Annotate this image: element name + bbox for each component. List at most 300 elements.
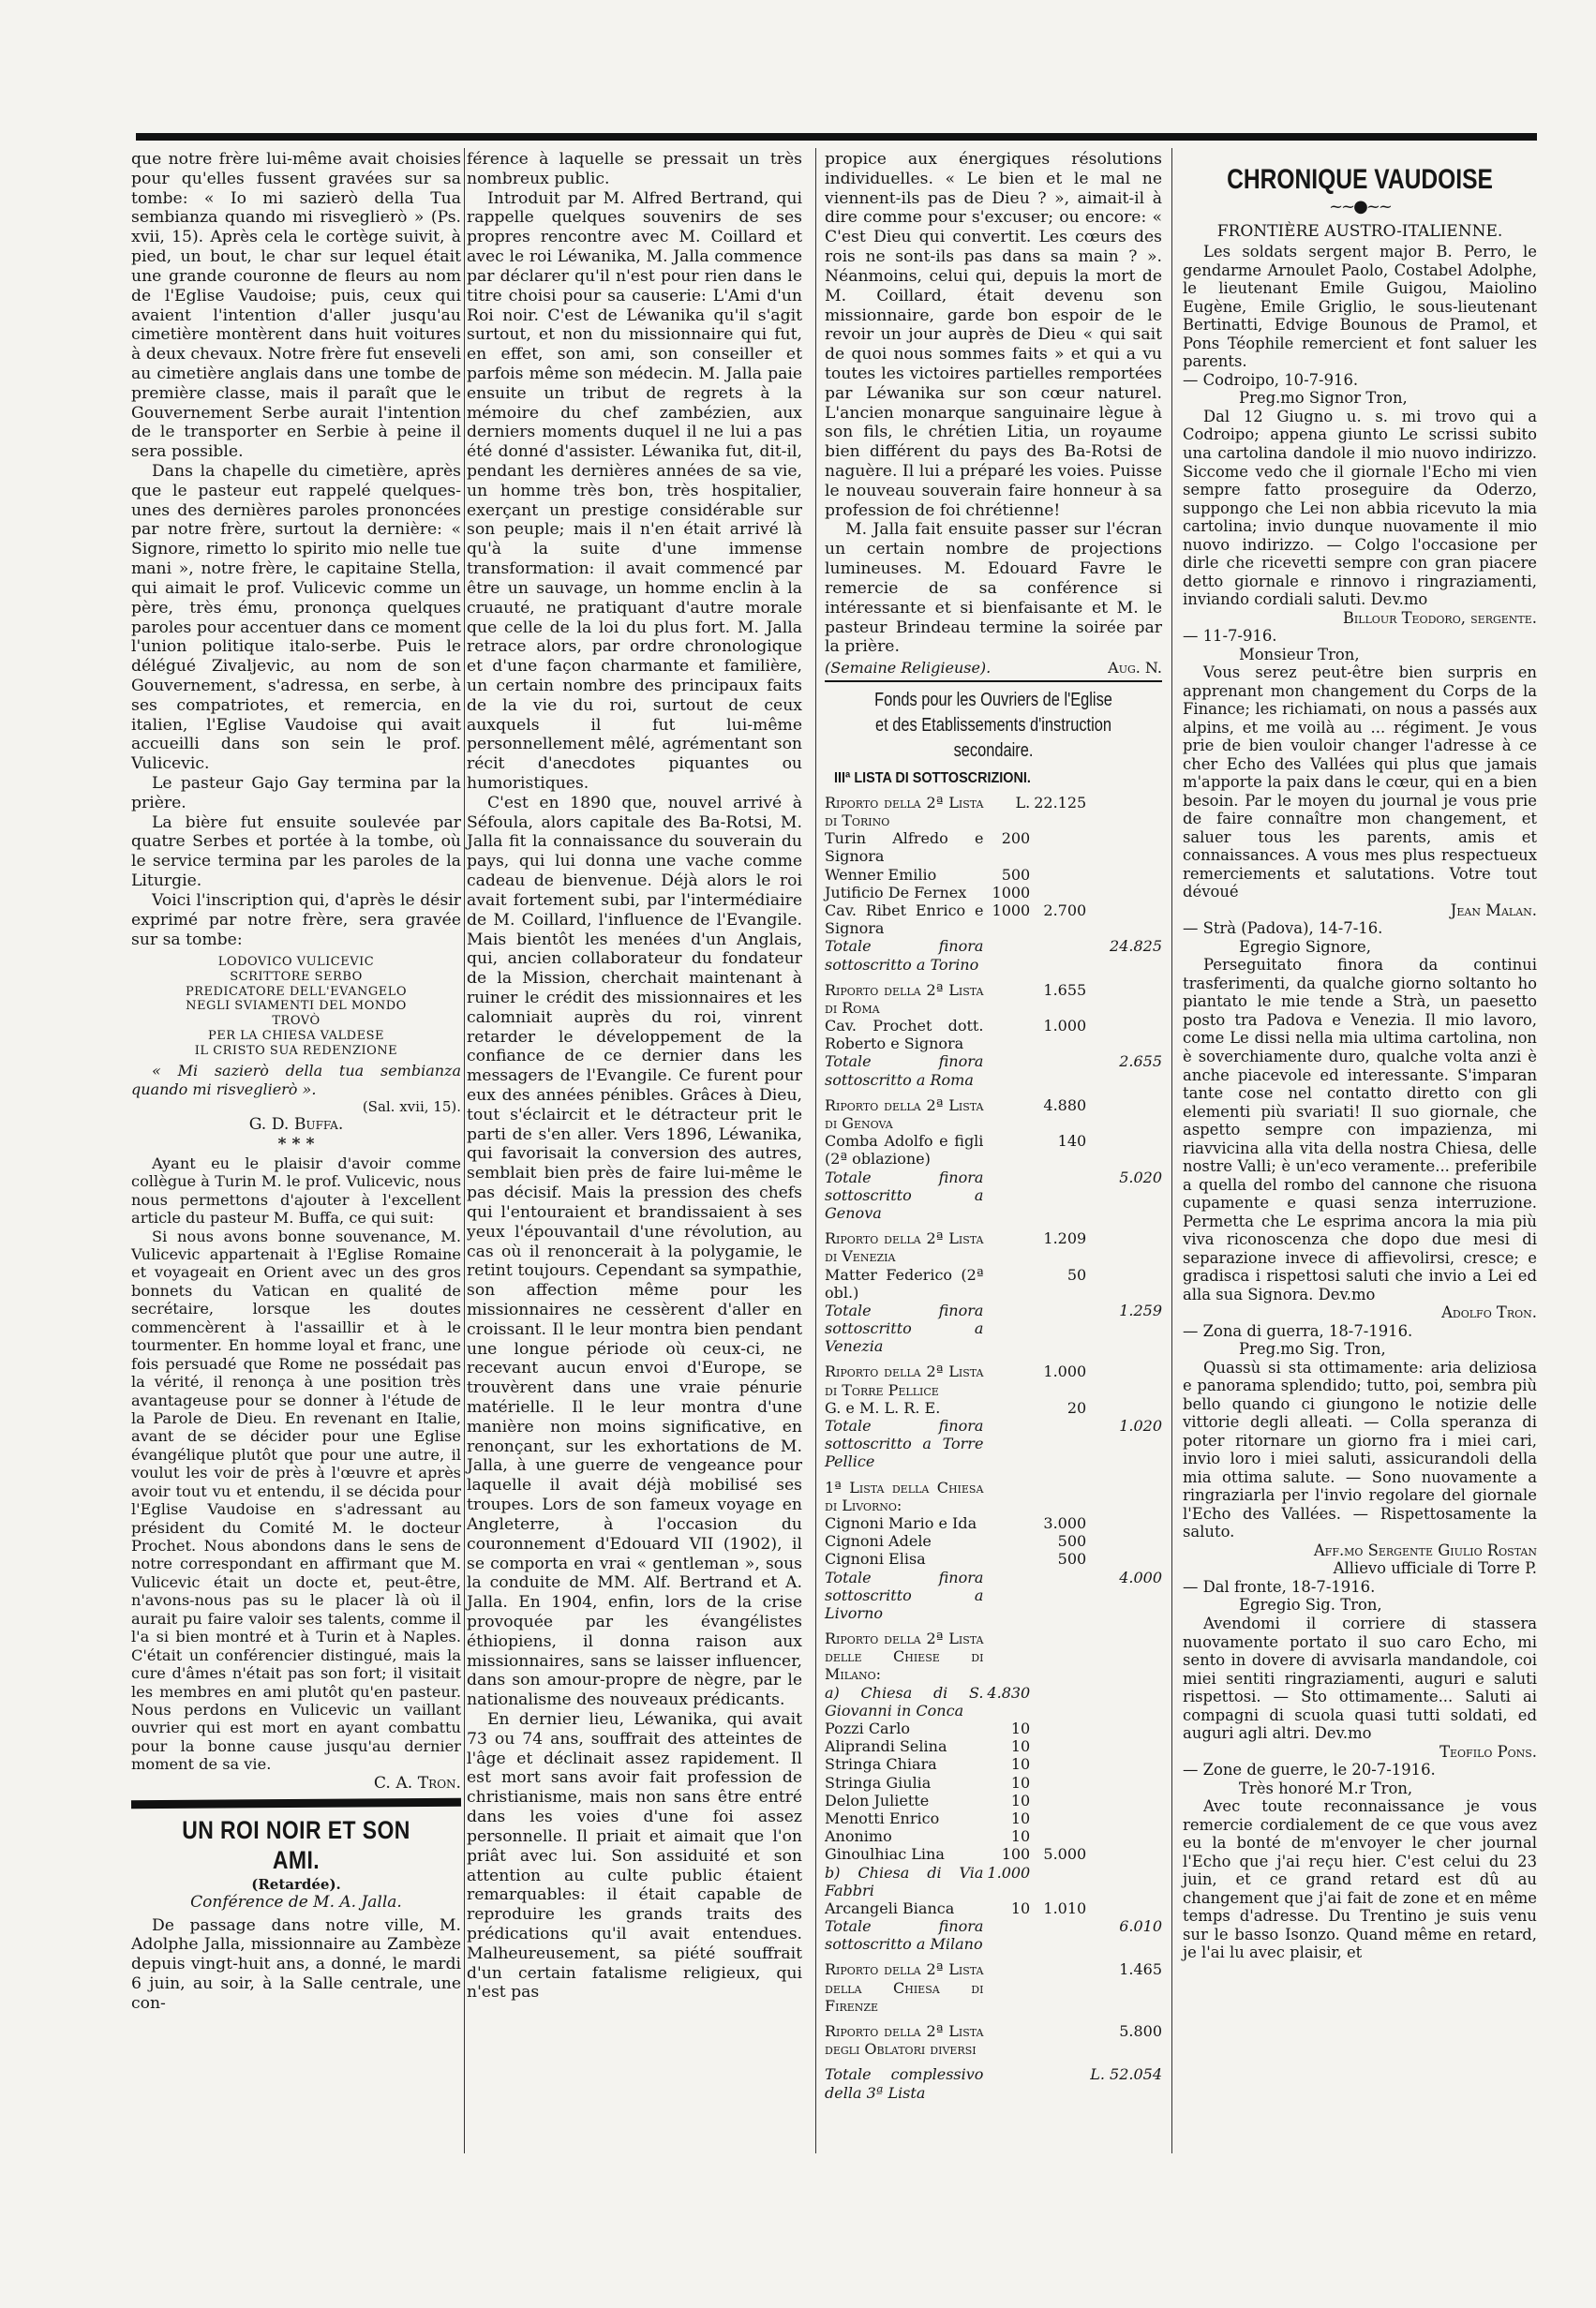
row-amount xyxy=(1086,1017,1162,1052)
row-amount xyxy=(1086,1222,1162,1229)
article-subtitle: (Retardée). xyxy=(251,1875,341,1893)
table-row xyxy=(825,1266,1162,1302)
row-amount xyxy=(1086,1953,1162,1960)
row-amount xyxy=(983,2015,1030,2022)
row-amount xyxy=(983,981,1030,1017)
table-row xyxy=(825,1132,1162,1168)
row-amount: 200 xyxy=(1001,829,1031,848)
row-label: Jutificio De Fernex xyxy=(825,883,967,901)
letter-signature: Teofilo Pons. xyxy=(1439,1742,1537,1761)
column-2 xyxy=(467,150,802,2003)
quote: « Mi sazierò della tua sembianza quando mi risveglierò ». xyxy=(131,1062,461,1098)
signature: C. A. Tron. xyxy=(373,1773,461,1793)
section-divider xyxy=(825,680,1162,682)
letter-signature: Aff.mo Sergente Giulio Rostan xyxy=(1313,1541,1537,1559)
row-amount xyxy=(1086,1362,1162,1398)
table-row xyxy=(825,1827,1162,1845)
letter-salutation: Preg.mo Signor Tron, xyxy=(1239,389,1408,408)
inscription-line: PREDICATORE DELL'EVANGELO xyxy=(185,984,408,999)
row-amount xyxy=(1030,884,1086,901)
letter-place: — Zona di guerra, 18-7-1916. xyxy=(1183,1321,1413,1340)
row-amount: 10 xyxy=(1010,1755,1031,1774)
row-amount xyxy=(983,1362,1030,1398)
row-amount xyxy=(1030,1720,1086,1737)
row-amount xyxy=(1030,1953,1086,1960)
row-label: Aliprandi Selina xyxy=(825,1737,947,1756)
row-label: Ginoulhiac Lina xyxy=(825,1845,945,1864)
row-amount xyxy=(1086,1266,1162,1302)
row-amount: 10 xyxy=(1010,1899,1031,1917)
row-amount xyxy=(1030,1417,1086,1471)
row-amount: 6.010 xyxy=(1119,1917,1162,1936)
row-amount xyxy=(1086,866,1162,884)
row-amount: 10 xyxy=(1010,1737,1031,1756)
letter-body: Avec toute reconnaissance je vous remercie cordialement de ce que vous avez eu la bonté de m'envoyer le cher journal l'Echo que j'ai reçu hier. C'est celui du 23 juin, et ce grand retard est dû au changement que j'ai fait de zone et en même temps d'adresse. Du Trentino je suis venu sur le basso Isonzo. Quand même en retard, je l'ai lu avec plaisir, et xyxy=(1183,1797,1537,1962)
paragraph: Le pasteur Gajo Gay termina par la prière. xyxy=(131,774,461,812)
row-label xyxy=(825,2058,983,2065)
row-amount xyxy=(1030,1755,1086,1773)
table-row xyxy=(825,1222,1162,1229)
inscription-line: LODOVICO VULICEVIC xyxy=(217,955,375,970)
row-amount xyxy=(1030,2015,1086,2022)
table-row xyxy=(825,1399,1162,1417)
paragraph: La bière fut ensuite soulevée par quatre Serbes et portée à la tombe, où le service termina par les paroles de la Liturgie. xyxy=(131,812,461,891)
letter-salutation: Preg.mo Sig. Tron, xyxy=(1239,1340,1386,1359)
table-row xyxy=(825,1471,1162,1479)
row-label: Matter Federico (2ª obl.) xyxy=(825,1265,984,1302)
row-amount xyxy=(983,1471,1030,1479)
row-amount xyxy=(983,1479,1030,1514)
paragraph: propice aux énergiques résolutions individuelles. « Le bien et le mal ne viennent-ils pas de Dieu ? », aimait-il à dire comme pour s'excuser; ou encore: « C'est Dieu qui convertit. Les cœurs des rois ne sont-ils pas dans sa main ? ». Néanmoins, celui qui, depuis la mort de M. Coillard, était devenu son missionnaire, garde bon espoir de le revoir un jour auprès de Dieu « qui sait de quoi nous sommes faits » et qui a vu toutes les victoires partielles remportées par Léwanika sur son cœur naturel. L'ancien monarque sanguinaire lègue à son fils, le chrétien Litia, un royaume bien différent du pays des Ba-Rotsi de naguère. Il lui a préparé les voies. Puisse le nouveau souverain faire honneur à sa profession de foi chrétienne! xyxy=(825,150,1162,520)
paragraph: C'est en 1890 que, nouvel arrivé à Séfoula, alors capitale des Ba-Rotsi, M. Jalla fit la connaissance du souverain du pays, qui lui donna une vache comme cadeau de bienvenue. Déjà alors le roi avait fortement subi, par l'intermédiaire de M. Coillard, l'influence de l'Evangile. Mais bientôt les menées d'un Anglais, qui, ancien collaborateur du fondateur de la Mission, cherchait maintenant à ruiner le crédit des missionnaires et les calomniait auprès du roi, vinrent retarder le développement de la confiance de ce dernier dans les messagers de l'Evangile. Ce furent pour eux des années pénibles. Grâces à Dieu, tout s'éclaircit et le détracteur prit le parti de s'en aller. Vers 1896, Léwanika, qui favorisait la conversion des autres, semblait bien près de faire lui-même le pas décisif. Mais la pression des chefs qui l'entouraient et brandissaient à ses yeux l'épouvantail d'une révolution, au cas où il renoncerait à la polygamie, le retint toujours. Cependant sa sympathie, son affection même pour les missionnaires ne cessèrent d'aller en croissant. Il le leur montra bien pendant une longue période où ceux-ci, ne recevant aucun envoi d'Europe, se trouvèrent dans une vraie pénurie matérielle. Il le leur montra d'une manière non moins significative, en renonçant, sur les exhortations de M. Jalla, à une guerre de vengeance pour laquelle il avait déjà mobilisé ses troupes. Lors de son fameux voyage en Angleterre, à l'occasion du couronnement d'Edouard VII (1902), il se comporta en vrai « gentleman », sous la conduite de MM. Alf. Bertrand et A. Jalla. En 1904, enfin, lors de la crise provoquée par les évangélistes éthiopiens, il donna raison aux missionnaires, sans se laisser influencer, dans son amour-propre de nègre, par le nationalisme des nouveaux prédicants. xyxy=(467,793,802,1710)
table-row xyxy=(825,1362,1162,1398)
column-1 xyxy=(131,150,461,2014)
row-label: Stringa Chiara xyxy=(825,1755,937,1774)
letter-body: Vous serez peut-être bien surpris en apprenant mon changement du Corps de la Finance; les richiamati, on nous a passés aux alpins, et me voilà au ... régiment. Je vous prie de bien vouloir changer l'adresse à ce cher Echo des Vallées qui plus que jamais m'apporte la paix dans le cœur, qui en a bien besoin. Par le moyen du journal je vous prie de faire connaître mon changement, et saluer tous les parents, amis et connaissances. A vous mes plus respectueux remerciements et salutations. Votre tout dévoué xyxy=(1183,663,1537,901)
table-row xyxy=(825,1755,1162,1773)
row-amount xyxy=(1086,1809,1162,1827)
row-amount xyxy=(1086,2015,1162,2022)
row-amount: 10 xyxy=(1010,1827,1031,1846)
subsection-title: FRONTIÈRE AUSTRO-ITALIENNE. xyxy=(1216,222,1503,242)
letter-place: — 11-7-916. xyxy=(1183,627,1277,646)
row-amount xyxy=(1030,866,1086,884)
letter-salutation: Egregio Signore, xyxy=(1239,937,1371,956)
row-amount xyxy=(983,937,1030,973)
row-amount: 500 xyxy=(1057,1550,1087,1569)
row-label: Riporto della 2ª Lista di Roma xyxy=(825,980,984,1017)
table-row xyxy=(825,1229,1162,1265)
table-row xyxy=(825,937,1162,973)
row-amount xyxy=(1030,937,1086,973)
table-row xyxy=(825,1569,1162,1623)
lista-title: IIIª LISTA DI SOTTOSCRIZIONI. xyxy=(834,770,1031,787)
row-label: Delon Juliette xyxy=(825,1791,930,1809)
table-row xyxy=(825,1774,1162,1792)
row-amount xyxy=(1086,829,1162,865)
row-amount xyxy=(1030,829,1086,865)
table-row xyxy=(825,1355,1162,1362)
row-amount: 1000 xyxy=(992,901,1031,919)
row-label: G. e M. L. R. E. xyxy=(825,1398,941,1417)
row-amount xyxy=(983,1399,1030,1417)
row-amount xyxy=(983,1132,1030,1168)
row-amount xyxy=(1030,974,1086,981)
row-amount xyxy=(983,2065,1030,2101)
row-amount: 3.000 xyxy=(1043,1513,1087,1532)
fonds-title-line: et des Etablissements d'instruction secondaire. xyxy=(875,715,1111,762)
row-amount xyxy=(1030,1089,1086,1096)
table-row xyxy=(825,1417,1162,1471)
row-amount xyxy=(1086,1355,1162,1362)
row-amount: 10 xyxy=(1010,1791,1031,1809)
row-amount xyxy=(1030,1622,1086,1630)
row-label: Totale finora sottoscritto a Genova xyxy=(825,1168,984,1222)
row-amount: 4.830 xyxy=(987,1683,1031,1702)
row-label: a) Chiesa di S. Giovanni in Conca xyxy=(825,1683,984,1720)
row-amount: 4.000 xyxy=(1119,1568,1162,1586)
row-amount: 1.010 xyxy=(1043,1899,1087,1917)
row-label xyxy=(825,1355,983,1362)
row-amount xyxy=(983,1302,1030,1356)
table-row xyxy=(825,1514,1162,1532)
row-amount: 50 xyxy=(1066,1265,1087,1284)
row-label: Cav. Ribet Enrico e Signora xyxy=(825,901,984,938)
row-amount: 22.125 xyxy=(1034,793,1087,812)
article-conference: Conférence de M. A. Jalla. xyxy=(190,1892,402,1912)
row-amount xyxy=(1030,1960,1086,2015)
row-amount xyxy=(983,1355,1030,1362)
row-label: Wenner Emilio xyxy=(825,865,937,884)
row-amount xyxy=(1086,1132,1162,1168)
row-amount xyxy=(983,2022,1030,2058)
article-title: UN ROI NOIR ET SON AMI. xyxy=(182,1815,410,1875)
column-4 xyxy=(1183,150,1537,1962)
row-label: Riporto della 2ª Lista della Chiesa di Firenze xyxy=(825,1960,984,2015)
letter-body: Quassù si sta ottimamente: aria deliziosa e panorama splendido; tutto, poi, sembra più bello quando ci giungono le notizie delle vittorie degli alleati. — Colla speranza di poter ritornare un giorno fra i miei cari, invio loro i miei saluti, assicurandoli della mia ottima salute. — Sono nuovamente a ringraziarla per l'invio regolare del giornale l'Echo des Vallées. — Rispettosamente la saluto. xyxy=(1183,1358,1537,1541)
row-amount xyxy=(1030,1684,1086,1720)
row-amount xyxy=(983,974,1030,981)
table-row xyxy=(825,1089,1162,1096)
row-amount xyxy=(1086,1514,1162,1532)
row-amount xyxy=(983,1550,1030,1568)
top-rule xyxy=(136,133,1537,141)
row-amount xyxy=(1086,1089,1162,1096)
row-label: Totale complessivo della 3ª Lista xyxy=(825,2065,984,2102)
row-label: Riporto della 2ª Lista degli Oblatori diversi xyxy=(825,2022,984,2059)
row-amount xyxy=(983,1960,1030,2015)
row-amount xyxy=(1030,1479,1086,1514)
row-amount: 10 xyxy=(1010,1809,1031,1827)
row-amount xyxy=(983,1417,1030,1471)
inscription xyxy=(131,955,461,1058)
row-amount xyxy=(983,1017,1030,1052)
table-row xyxy=(825,1017,1162,1052)
row-label: Riporto della 2ª Lista delle Chiese di Milano: xyxy=(825,1630,984,1684)
letter-salutation: Monsieur Tron, xyxy=(1239,645,1360,663)
row-amount xyxy=(1086,981,1162,1017)
row-label: Totale finora sottoscritto a Milano xyxy=(825,1917,984,1954)
letter-body: Dal 12 Giugno u. s. mi trovo qui a Codroipo; appena giunto Le scrissi subito una cartolina dandole il mio nuovo indirizzo. Siccome vedo che il giornale l'Echo mi vien sempre fatto proseguire da Oderzo, suppongo che Lei non abbia ricevuto la mia cartolina; invio dunque nuovamente il mio nuovo indirizzo. — Colgo l'occasione per dirle che ricevetti sempre con gran piacere detto giornale e rinnovo i ringraziamenti, inviando cordiali saluti. Dev.mo xyxy=(1183,407,1537,609)
paragraph: Dans la chapelle du cimetière, après que le pasteur eut rappelé quelques-unes des dernières paroles prononcées par notre frère, surtout la dernière: « Signore, rimetto lo spirito mio nelle tue mani », notre frère, le capitaine Stella, qui aimait le prof. Vulicevic comme un père, très ému, prononça quelques paroles pour accentuer dans ce moment l'union politique italo-serbe. Puis le délégué Zivaljevic, au nom de son Gouvernement, s'adressa, en serbe, à ses compatriotes, et remercia, en italien, l'Eglise Vaudoise qui avait accueilli dans son sein le prof. Vulicevic. xyxy=(131,462,461,774)
row-amount: 1.000 xyxy=(1043,1017,1087,1035)
row-amount xyxy=(1086,1899,1162,1917)
row-amount xyxy=(1030,1355,1086,1362)
row-amount xyxy=(983,1169,1030,1223)
table-row xyxy=(825,1953,1162,1960)
row-label: Totale finora sottoscritto a Livorno xyxy=(825,1568,984,1622)
letter-place: — Zone de guerre, le 20-7-1916. xyxy=(1183,1761,1436,1779)
row-label: Cav. Prochet dott. Roberto e Signora xyxy=(825,1017,984,1053)
table-row xyxy=(825,866,1162,884)
row-amount xyxy=(983,2058,1030,2065)
letter-signature: Jean Malan. xyxy=(1450,901,1537,919)
row-amount: 1.000 xyxy=(987,1863,1031,1882)
paragraph: Introduit par M. Alfred Bertrand, qui rappelle quelques souvenirs de ses propres rencontre avec M. Coillard et avec le roi Léwanika, M. Jalla commence par déclarer qu'il n'est pour rien dans le titre choisi pour sa causerie: L'Ami d'un Roi noir. C'est de Léwanika qu'il s'agit surtout, et non du missionnaire qui fut, en effet, son ami, son conseiller et parfois même son médecin. M. Jalla paie ensuite un tribut de regrets à la mémoire du chef zambézien, aux derniers moments duquel il ne lui a pas été donné d'assister. Léwanika fut, dit-il, pendant les dernières années de sa vie, un homme très bon, très hospitalier, exerçant un prestige considérable sur son peuple; mais il n'en était arrivé là qu'à la suite d'une immense transformation: il avait commencé par être un sauvage, un homme enclin à la cruauté, ne pratiquant d'autre morale que celle de la loi du plus fort. M. Jalla retrace alors, par ordre chronologique et d'une façon charmante et familière, un certain nombre des principaux faits de la vie du roi, surtout de ceux auxquels il fut lui-même personnellement mêlé, agrémentant son récit d'anecdotes piquantes ou humoristiques. xyxy=(467,188,802,793)
column-3 xyxy=(825,150,1162,2102)
paragraph: que notre frère lui-même avait choisies pour qu'elles fussent gravées sur sa tombe: « Io mi sazierò della Tua sembianza quando mi risveglierò » (Ps. xvii, 15). Après cela le cortège suivit, à pied, un bout, le char sur lequel était une grande couronne de fleurs au nom de l'Eglise Vaudoise; puis, ceux qui avaient l'intention d'aller jusqu'au cimetière montèrent dans huit voitures à deux chevaux. Notre frère fut enseveli au cimetière anglais dans une tombe de première classe, mais il paraît que le Gouvernement Serbe aurait l'intention de le transporter en Serbie à peine il sera possible. xyxy=(131,150,461,462)
table-row xyxy=(825,884,1162,901)
row-label: Totale finora sottoscritto a Roma xyxy=(825,1052,984,1089)
table-row xyxy=(825,981,1162,1017)
row-amount: 1.655 xyxy=(1043,980,1087,999)
table-row xyxy=(825,901,1162,937)
row-amount: 140 xyxy=(1057,1132,1087,1151)
row-label: Arcangeli Bianca xyxy=(825,1899,955,1917)
paragraph: Les soldats sergent major B. Perro, le gendarme Arnoulet Paolo, Costabel Adolphe, le lieutenant Emile Guigou, Maiolino Eugène, Emile Griglio, le sous-lieutenant Bertinatti, Edvige Bounous de Pramol, et Pons Téophile remercient et font saluer les parents. xyxy=(1183,243,1537,371)
row-amount xyxy=(983,1229,1030,1265)
row-amount xyxy=(1030,1569,1086,1623)
row-amount: 500 xyxy=(1057,1532,1087,1551)
inscription-line: IL CRISTO SUA REDENZIONE xyxy=(194,1043,398,1058)
inscription-line: NEGLI SVIAMENTI DEL MONDO xyxy=(186,999,407,1014)
row-label: Riporto della 2ª Lista di Torino xyxy=(825,793,984,830)
row-amount xyxy=(1030,2022,1086,2058)
table-row xyxy=(825,1684,1162,1720)
column-separator xyxy=(1171,148,1172,2153)
row-amount xyxy=(1086,1684,1162,1720)
row-amount xyxy=(1030,1630,1086,1684)
table-row xyxy=(825,1052,1162,1088)
table-row xyxy=(825,1845,1162,1863)
ornament-icon: ~~●~~ xyxy=(1328,196,1392,216)
row-label: Totale finora sottoscritto a Torino xyxy=(825,937,984,974)
table-row xyxy=(825,794,1162,829)
row-amount xyxy=(1086,2058,1162,2065)
letter-signature: Adolfo Tron. xyxy=(1441,1303,1537,1322)
fonds-title xyxy=(855,688,1131,764)
row-amount xyxy=(1086,1864,1162,1899)
row-amount xyxy=(1030,1864,1086,1899)
letter-signature: Allievo ufficiale di Torre P. xyxy=(1333,1559,1537,1578)
paragraph: En dernier lieu, Léwanika, qui avait 73 ou 74 ans, souffrait des atteintes de l'âge et déclinait assez rapidement. Il est mort sans avoir fait profession de christianisme, mais non sans être entré dans les voies d'une foi assez personnelle. Il priait et aimait que l'on priât avec lui. Son assiduité et son attention au culte public étaient remarquables: il était capable de reproduire les grands traits des prédications qu'il avait entendues. Malheureusement, sa piété souffrait d'un certain fatalisme religieux, qui n'est pas xyxy=(467,1710,802,2003)
row-label xyxy=(825,1953,983,1960)
letter-body: Perseguitato finora da continui trasferimenti, da qualche giorno soltanto ho piantato le mie tende a Strà, un paesetto posto tra Padova e Venezia. Il mio lavoro, come Le dissi nella mia ultima cartolina, non è soverchiamente duro, qualche volta anzi è anche piacevole ed interessante. S'imparan tante cose nel contatto diretto con gli elementi più svariati! Il suo giornale, che aspetto sempre con impazienza, mi riavvicina alla vita della nostra Chiesa, delle nostre Valli; è un'eco veramente... preferibile a quella del rombo del cannone che risuona cupamente e quasi senza interruzione. Permetta che Le esprima ancora la mia più viva riconoscenza che dopo due mesi di separazione invece di affievolirsi, cresce; e gradisca i rispettosi saluti che invio a Lei ed alla sua Signora. Dev.mo xyxy=(1183,956,1537,1303)
row-amount: 100 xyxy=(1001,1845,1031,1864)
row-amount xyxy=(1030,1052,1086,1088)
fonds-title-line: Fonds pour les Ouvriers de l'Eglise xyxy=(874,690,1112,711)
quote-ref: (Sal. xvii, 15). xyxy=(362,1098,461,1116)
table-row xyxy=(825,1302,1162,1356)
table-row xyxy=(825,1622,1162,1630)
row-label: Totale finora sottoscritto a Venezia xyxy=(825,1301,984,1356)
row-amount xyxy=(1086,1399,1162,1417)
row-amount xyxy=(1030,1222,1086,1229)
row-amount xyxy=(1086,901,1162,937)
signature: G. D. Buffa. xyxy=(248,1115,344,1135)
inscription-line: SCRITTORE SERBO xyxy=(230,970,363,985)
table-row xyxy=(825,1809,1162,1827)
row-amount xyxy=(1086,1737,1162,1755)
table-row xyxy=(825,1960,1162,2015)
table-row xyxy=(825,2058,1162,2065)
row-amount xyxy=(1086,1550,1162,1568)
row-label: Riporto della 2ª Lista di Venezia xyxy=(825,1229,984,1266)
letter-salutation: Très honoré M.r Tron, xyxy=(1239,1779,1413,1797)
row-amount xyxy=(1030,1827,1086,1845)
row-amount xyxy=(1086,1630,1162,1684)
row-amount xyxy=(983,1953,1030,1960)
row-amount xyxy=(983,1266,1030,1302)
row-amount: 20 xyxy=(1066,1398,1087,1417)
section-title: CHRONIQUE VAUDOISE xyxy=(1227,164,1493,195)
row-label: b) Chiesa di Via Fabbri xyxy=(825,1863,984,1899)
row-label: Stringa Giulia xyxy=(825,1773,932,1792)
row-label: Cignoni Adele xyxy=(825,1532,932,1551)
table-row xyxy=(825,1169,1162,1223)
row-label: Totale finora sottoscritto a Torre Pellice xyxy=(825,1417,984,1471)
row-amount: 5.020 xyxy=(1119,1168,1162,1186)
row-amount xyxy=(983,1514,1030,1532)
row-amount xyxy=(1086,1532,1162,1550)
donation-table xyxy=(825,794,1162,2102)
table-row xyxy=(825,1720,1162,1737)
row-amount: 2.655 xyxy=(1119,1052,1162,1071)
row-amount xyxy=(1030,2058,1086,2065)
table-row xyxy=(825,1899,1162,1917)
row-amount xyxy=(1030,1917,1086,1953)
table-row xyxy=(825,974,1162,981)
row-amount xyxy=(1030,1774,1086,1792)
row-amount: 4.880 xyxy=(1043,1095,1087,1114)
row-amount: 10 xyxy=(1010,1773,1031,1792)
table-row xyxy=(825,1917,1162,1953)
letters xyxy=(1183,371,1537,1962)
table-row xyxy=(825,829,1162,865)
row-label: Riporto della 2ª Lista di Genova xyxy=(825,1095,984,1133)
letter-body: Avendomi il corriere di stassera nuovamente portato il suo caro Echo, mi sento in dovere di avvisarla mandandole, coi miei sentiti ringraziamenti, auguri e saluti rispettosi. — Sto ottimamente... Saluti ai compagni di scuola quasi tutti soldati, ed auguri agli altri. Dev.mo xyxy=(1183,1614,1537,1743)
table-row xyxy=(825,1630,1162,1684)
row-label xyxy=(825,974,983,981)
row-label: Cignoni Elisa xyxy=(825,1550,926,1569)
row-label xyxy=(825,2015,983,2022)
row-amount xyxy=(1086,1845,1162,1863)
row-amount: 1.465 xyxy=(1119,1960,1162,1979)
row-amount xyxy=(1086,1755,1162,1773)
row-amount xyxy=(1086,1471,1162,1479)
row-amount xyxy=(1086,1096,1162,1132)
inscription-line: PER LA CHIESA VALDESE xyxy=(208,1028,384,1043)
row-label: Riporto della 2ª Lista di Torre Pellice xyxy=(825,1362,984,1399)
row-label: 1ª Lista della Chiesa di Livorno: xyxy=(825,1478,984,1514)
table-row xyxy=(825,1864,1162,1899)
column-separator xyxy=(464,148,465,2153)
table-row xyxy=(825,1096,1162,1132)
paragraph: De passage dans notre ville, M. Adolphe Jalla, missionnaire au Zambèze depuis vingt-huit ans, a donné, le mardi 6 juin, au soir, à la Salle centrale, une con- xyxy=(131,1915,461,2013)
row-amount: 1.259 xyxy=(1119,1301,1162,1319)
row-amount: 5.000 xyxy=(1043,1845,1087,1864)
section-divider xyxy=(131,1797,461,1808)
table-row xyxy=(825,1532,1162,1550)
row-amount xyxy=(1086,1229,1162,1265)
row-amount xyxy=(1030,1169,1086,1223)
row-label: Turin Alfredo e Signora xyxy=(825,829,984,866)
row-amount: 24.825 xyxy=(1110,937,1162,956)
row-label: Anonimo xyxy=(825,1827,892,1846)
table-row xyxy=(825,1550,1162,1568)
signature: Aug. N. xyxy=(1108,659,1162,678)
row-amount xyxy=(983,1569,1030,1623)
row-amount: 500 xyxy=(1001,865,1031,884)
row-amount xyxy=(1030,1809,1086,1827)
row-label xyxy=(825,1471,983,1479)
row-amount xyxy=(983,1630,1030,1684)
row-amount xyxy=(983,1622,1030,1630)
row-amount xyxy=(983,1917,1030,1953)
letter-salutation: Egregio Sig. Tron, xyxy=(1239,1596,1382,1615)
row-amount xyxy=(1086,1827,1162,1845)
row-amount xyxy=(1086,1479,1162,1514)
table-row xyxy=(825,1792,1162,1809)
row-amount: 1.209 xyxy=(1043,1229,1087,1248)
section-stars: * * * xyxy=(277,1135,315,1154)
letter-place: — Dal fronte, 18-7-1916. xyxy=(1183,1577,1376,1596)
letter-place: — Strà (Padova), 14-7-16. xyxy=(1183,919,1383,938)
row-amount: 5.800 xyxy=(1119,2022,1162,2041)
row-amount xyxy=(983,1532,1030,1550)
paragraph: férence à laquelle se pressait un très nombreux public. xyxy=(467,150,802,188)
row-amount xyxy=(1086,1720,1162,1737)
row-amount: 2.700 xyxy=(1043,901,1087,919)
paragraph: Si nous avons bonne souvenance, M. Vulicevic appartenait à l'Eglise Romaine et voyageait en Orient avec un des gros bonnets du Vatican en qualité de secrétaire, lorsque les doutes commencèrent à l'assaillir et à le tourmenter. En homme loyal et franc, une fois persuadé que Rome ne possédait pas la vérité, il renonça à une position très avantageuse pour se donner à l'étude de la Parole de Dieu. En revenant en Italie, avant de se décider pour une Eglise évangélique plutôt que pour une autre, il voulut les voir de près à l'œuvre et après avoir tout vu et entendu, il se décida pour l'Eglise Vaudoise en s'adressant au président du Comité M. le docteur Prochet. Nous abondons dans le sens de notre correspondant en affirmant que M. Vulicevic était un docte et, peut-être, n'avons-nous pas su le placer là où il aurait pu faire valoir ses talents, comme il l'a si bien montré et à Turin et à Naples. C'était un conférencier distingué, mais la cure d'âmes n'était pas son fort; il visitait les membres en ami plutôt qu'en pasteur. Nous perdons en Vulicevic un vaillant ouvrier qui est mort en ayant combattu pour la bonne cause jusqu'au dernier moment de sa vie. xyxy=(131,1227,461,1774)
row-amount xyxy=(1086,1792,1162,1809)
row-amount xyxy=(1086,884,1162,901)
table-row xyxy=(825,2022,1162,2058)
row-amount xyxy=(983,1089,1030,1096)
row-label: Pozzi Carlo xyxy=(825,1720,910,1738)
row-amount: 1000 xyxy=(992,883,1031,901)
row-amount xyxy=(1086,1774,1162,1792)
row-amount xyxy=(1030,1792,1086,1809)
row-amount xyxy=(1030,1302,1086,1356)
row-amount xyxy=(1030,1737,1086,1755)
row-amount: 10 xyxy=(1010,1720,1031,1738)
table-row xyxy=(825,1737,1162,1755)
row-label: Cignoni Mario e Ida xyxy=(825,1513,977,1532)
paragraph: M. Jalla fait ensuite passer sur l'écran un certain nombre de projections lumineuses. M. Edouard Favre le remercie de sa conférence si intéressante et si bienfaisante et M. le pasteur Brindeau termine la soirée par la prière. xyxy=(825,520,1162,657)
paragraph: Ayant eu le plaisir d'avoir comme collègue à Turin M. le prof. Vulicevic, nous nous permettons d'ajouter à l'excellent article du pasteur M. Buffa, ce qui suit: xyxy=(131,1154,461,1228)
row-label: Comba Adolfo e figli (2ª oblazione) xyxy=(825,1132,984,1169)
row-amount: L. xyxy=(1015,793,1031,812)
letter-place: — Codroipo, 10-7-916. xyxy=(1183,370,1359,389)
row-label xyxy=(825,1622,983,1630)
table-row xyxy=(825,2015,1162,2022)
column-separator xyxy=(815,148,816,2153)
row-amount xyxy=(1030,1471,1086,1479)
row-amount xyxy=(1086,974,1162,981)
paragraph: Voici l'inscription qui, d'après le désir exprimé par notre frère, sera gravée sur sa tombe: xyxy=(131,890,461,949)
row-amount xyxy=(1086,1622,1162,1630)
